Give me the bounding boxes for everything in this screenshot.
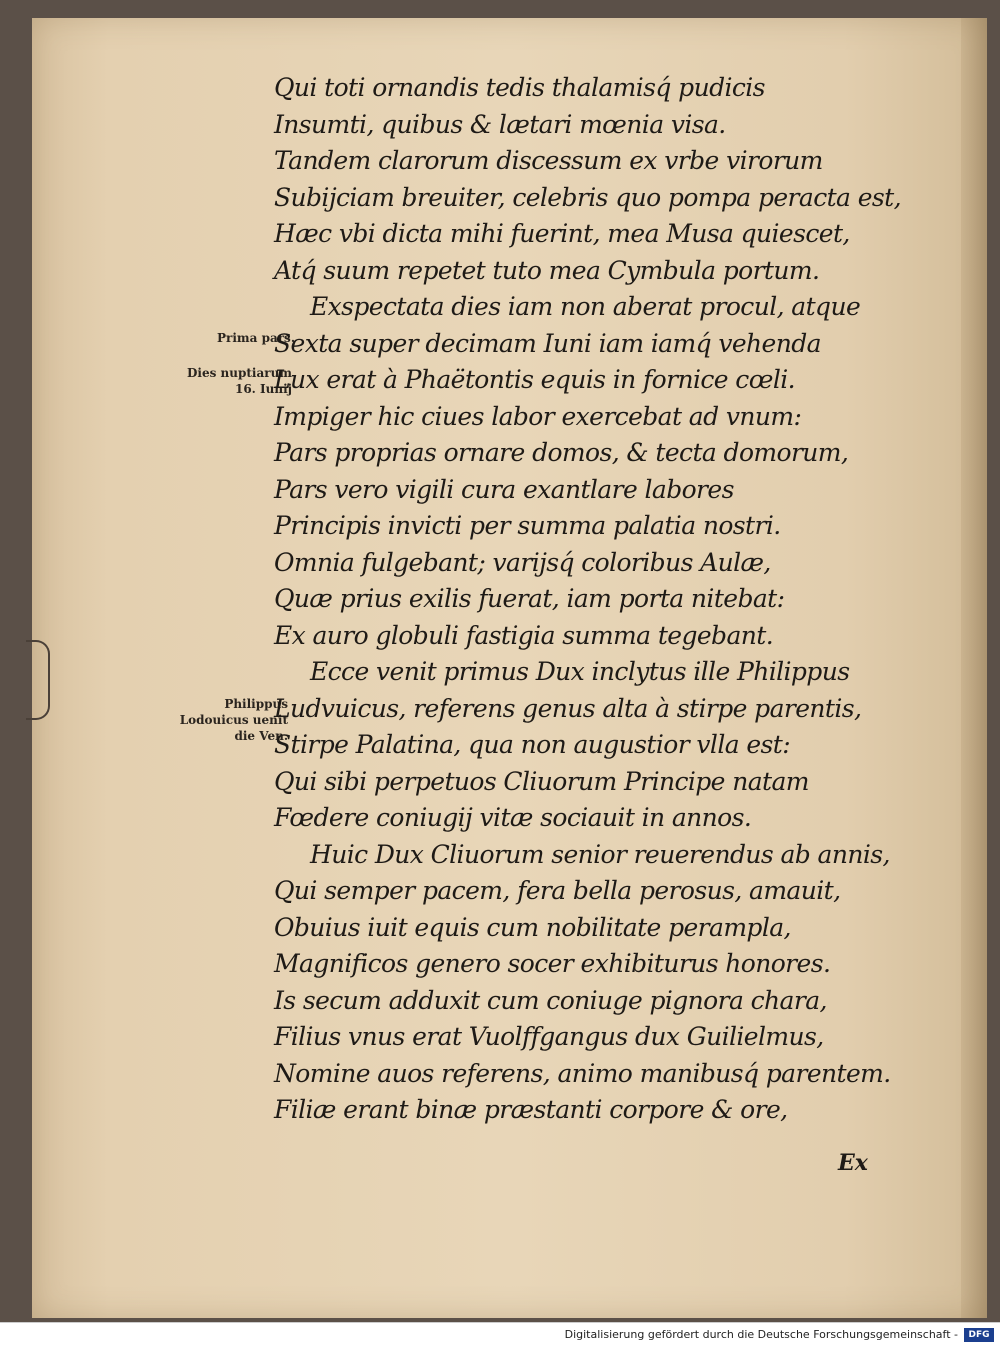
verse-line: Is secum adduxit cum coniuge pignora chara, bbox=[274, 985, 827, 1015]
verse-line: Impiger hic ciues labor exercebat ad vnum: bbox=[274, 401, 802, 431]
verse-line: Filiæ erant binæ præstanti corpore & ore, bbox=[274, 1095, 788, 1124]
dfg-logo[interactable]: DFG bbox=[964, 1328, 994, 1342]
marginal-note-prima-pars: Prima pars. bbox=[217, 331, 295, 345]
marginal-note-philippus: Philippus Lodouicus uenit die Ven. bbox=[179, 697, 288, 743]
verse-line: Fœdere coniugij vitæ sociauit in annos. bbox=[274, 803, 752, 832]
verse-line: Insumti, quibus & lætari mœnia visa. bbox=[274, 109, 726, 139]
verse-line: Sexta super decimam Iuni iam iamq́ vehenda bbox=[274, 328, 821, 358]
verse-line: Pars vero vigili cura exantlare labores bbox=[274, 474, 734, 504]
verse-line: Omnia fulgebant; varijsq́ coloribus Aulæ, bbox=[274, 547, 771, 577]
verse-line: Tandem clarorum discessum ex vrbe virorum bbox=[274, 146, 823, 175]
verse-line: Qui sibi perpetuos Cliuorum Principe natam bbox=[274, 766, 809, 796]
digitization-footer bbox=[0, 1322, 1000, 1347]
verse-line-underlined: Huic Dux Cliuorum senior reuerendus ab annis, bbox=[310, 839, 890, 869]
verse-line: Magnificos genero socer exhibiturus honores. bbox=[274, 949, 831, 978]
verse-line-underlined: Ludvuicus, referens genus alta à stirpe parentis, bbox=[274, 693, 862, 723]
marginal-note-dies-nuptiarum: Dies nuptiarum 16. Iunij bbox=[187, 366, 292, 396]
verse-line: Lux erat à Phaëtontis equis in fornice cœli. bbox=[274, 365, 795, 394]
verse-line: Ex auro globuli fastigia summa tegebant. bbox=[274, 620, 774, 650]
page-gutter-shadow bbox=[961, 18, 987, 1318]
verse-line: Principis invicti per summa palatia nostri. bbox=[274, 511, 781, 540]
verse-line: Stirpe Palatina, qua non augustior vlla est: bbox=[274, 730, 791, 759]
verse-line: Atq́ suum repetet tuto mea Cymbula portum. bbox=[274, 255, 820, 285]
verse-line: Hæc vbi dicta mihi fuerint, mea Musa quiescet, bbox=[274, 219, 850, 248]
catchword: Ex bbox=[838, 1150, 868, 1176]
verse-line: Quæ prius exilis fuerat, iam porta nitebat: bbox=[274, 584, 785, 613]
verse-line: Nomine auos referens, animo manibusq́ parentem. bbox=[274, 1058, 891, 1088]
verse-line-underlined: Filius vnus erat Vuolffgangus dux Guilielmus, bbox=[274, 1022, 824, 1051]
verse-line: Exspectata dies iam non aberat procul, atque bbox=[310, 292, 861, 321]
verse-line-underlined: Ecce venit primus Dux inclytus ille Philippus bbox=[310, 657, 850, 686]
verse-line: Qui semper pacem, fera bella perosus, amauit, bbox=[274, 876, 841, 905]
verse-line: Qui toti ornandis tedis thalamisq́ pudicis bbox=[274, 73, 765, 102]
footer-credit-text: Digitalisierung gefördert durch die Deutsche Forschungsgemeinschaft - bbox=[564, 1328, 958, 1341]
poem-text-block bbox=[274, 70, 914, 1129]
verse-line: Obuius iuit equis cum nobilitate perampla, bbox=[274, 912, 791, 942]
verse-line: Pars proprias ornare domos, & tecta domorum, bbox=[274, 438, 849, 467]
verse-line: Subijciam breuiter, celebris quo pompa peracta est, bbox=[274, 182, 901, 212]
binding-clip-mark bbox=[26, 640, 50, 720]
